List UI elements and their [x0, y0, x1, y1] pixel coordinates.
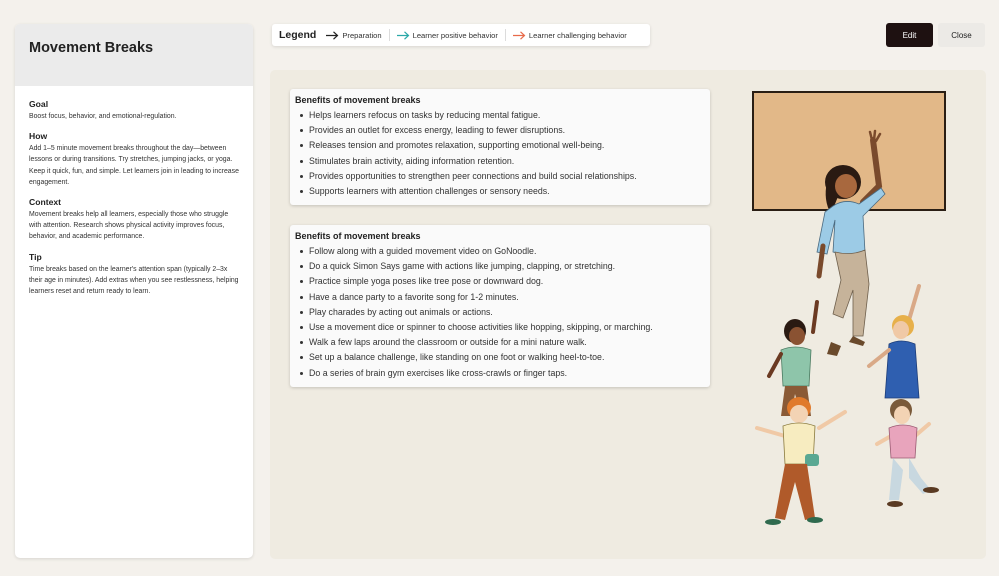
- section-heading: Tip: [29, 251, 42, 262]
- section-goal: [29, 99, 239, 122]
- child-figure-yellow: [757, 397, 845, 525]
- legend-divider: [389, 29, 390, 41]
- list-item: Provides an outlet for excess energy, leading to fewer disruptions.: [295, 123, 705, 138]
- section-context: [29, 197, 239, 243]
- list-item: Supports learners with attention challenges or sensory needs.: [295, 184, 705, 199]
- list-item: Follow along with a guided movement video on GoNoodle.: [295, 244, 705, 259]
- legend-item-challenging: [513, 31, 627, 40]
- sidebar-title: Movement Breaks: [29, 40, 154, 56]
- legend-item-label: Learner challenging behavior: [528, 30, 627, 40]
- section-tip: [29, 252, 239, 298]
- list-item: Provides opportunities to strengthen peer connections and build social relationships.: [295, 169, 705, 184]
- list-item: Do a quick Simon Says game with actions like jumping, clapping, or stretching.: [295, 259, 705, 274]
- main-panel: [270, 70, 986, 559]
- close-button[interactable]: Close: [938, 23, 985, 47]
- arrow-right-icon: [326, 31, 339, 40]
- child-figure-blue: [869, 286, 919, 398]
- section-text: Add 1–5 minute movement breaks throughout the day—between lessons or during transitions. Try stretches, jumping jacks, or yoga. Keep it quick, fun, and simple. Let learners join in leading to increase engagement.: [29, 145, 239, 186]
- legend-item-label: Preparation: [342, 30, 382, 40]
- section-text: Time breaks based on the learner's attention span (typically 2–3x their age in minutes). Add extras when you see restlessness, helping learners reset and return ready to learn.: [29, 265, 239, 296]
- list-item: Have a dance party to a favorite song for 1-2 minutes.: [295, 290, 705, 305]
- legend-item-preparation: [326, 31, 381, 40]
- list-item: Set up a balance challenge, like standing on one foot or walking heel-to-toe.: [295, 350, 705, 365]
- benefits-card: [290, 89, 710, 205]
- legend-item-label: Learner positive behavior: [412, 30, 498, 40]
- list-item: Do a series of brain gym exercises like cross-crawls or finger taps.: [295, 366, 705, 381]
- activities-card: [290, 225, 710, 387]
- sidebar: [15, 24, 253, 558]
- section-text: Boost focus, behavior, and emotional-regulation.: [29, 113, 177, 120]
- legend: [272, 24, 650, 46]
- sidebar-body: [15, 86, 253, 297]
- list-item: Releases tension and promotes relaxation, supporting emotional well-being.: [295, 138, 705, 153]
- legend-item-positive: [397, 31, 498, 40]
- section-text: Movement breaks help all learners, especially those who struggle with attention. Research shows physical activity improves focus, behavior, and academic performance.: [29, 211, 229, 241]
- arrow-right-icon: [513, 31, 526, 40]
- edit-button[interactable]: Edit: [886, 23, 933, 47]
- section-heading: Goal: [29, 99, 49, 109]
- list-item: Stimulates brain activity, aiding information retention.: [295, 154, 705, 169]
- legend-title: Legend: [279, 29, 317, 41]
- list-item: Helps learners refocus on tasks by reducing mental fatigue.: [295, 108, 705, 123]
- list-item: Practice simple yoga poses like tree pose or downward dog.: [295, 274, 705, 289]
- section-heading: Context: [29, 197, 61, 208]
- classroom-illustration: [745, 88, 980, 543]
- child-figure-pink: [877, 399, 939, 507]
- arrow-right-icon: [397, 31, 410, 40]
- section-how: [29, 131, 239, 188]
- activities-list: [295, 244, 705, 381]
- list-item: Use a movement dice or spinner to choose activities like hopping, skipping, or marching.: [295, 320, 705, 335]
- benefits-list: [295, 108, 705, 199]
- card-title: Benefits of movement breaks: [295, 231, 421, 241]
- card-title: Benefits of movement breaks: [295, 95, 421, 105]
- list-item: Walk a few laps around the classroom or outside for a mini nature walk.: [295, 335, 705, 350]
- list-item: Play charades by acting out animals or actions.: [295, 305, 705, 320]
- section-heading: How: [29, 131, 48, 142]
- sidebar-header: [15, 24, 253, 86]
- legend-divider: [505, 29, 506, 41]
